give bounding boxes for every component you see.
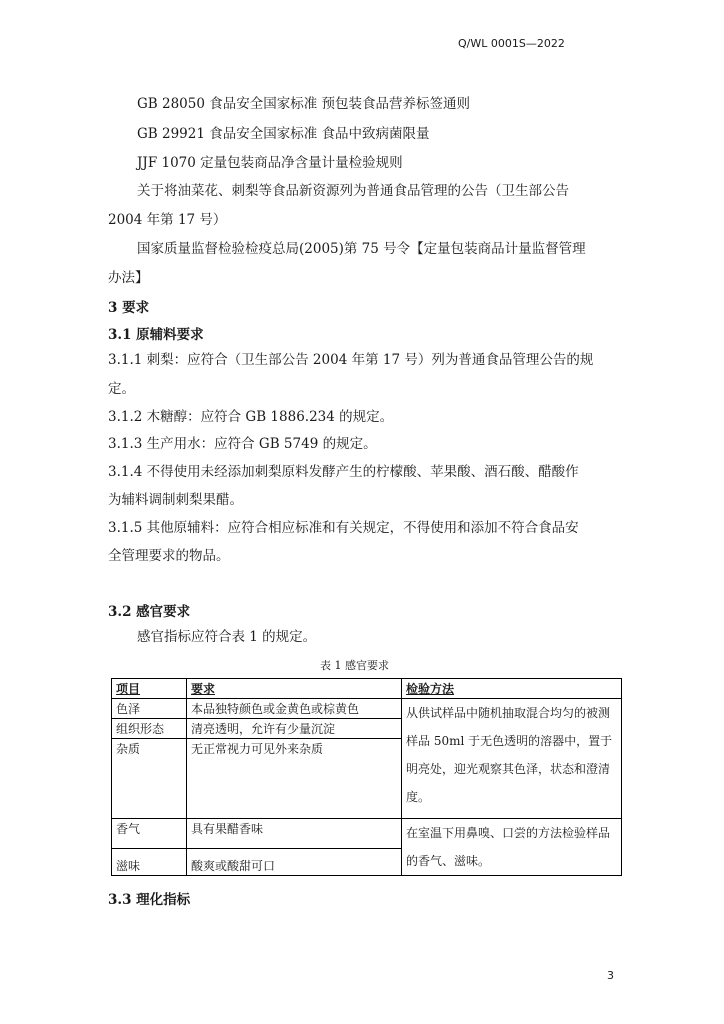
section-3-3-title: 3.3 理化指标: [108, 892, 191, 908]
order-line-2: 办法】: [108, 270, 149, 286]
row-item-form: 组织形态: [112, 719, 187, 739]
clause-3-1-5-line-2: 全管理要求的物品。: [108, 548, 230, 564]
method-taste: 在室温下用鼻嗅、口尝的方法检验样品的香气、滋味。: [402, 819, 622, 876]
clause-3-1-4-line-1: 3.1.4 不得使用未经添加刺梨原料发酵产生的柠檬酸、苹果酸、酒石酸、醋酸作: [108, 464, 579, 480]
header-requirement: 要求: [187, 679, 402, 699]
clause-3-1-2: 3.1.2 木糖醇：应符合 GB 1886.234 的规定。: [108, 409, 394, 425]
clause-3-1-1-line-2: 定。: [108, 381, 135, 397]
header-method: 检验方法: [402, 679, 622, 699]
clause-3-1-5-line-1: 3.1.5 其他原辅料：应符合相应标准和有关规定，不得使用和添加不符合食品安: [108, 520, 579, 536]
table-row: [112, 699, 622, 719]
notice-line-2: 2004 年第 17 号）: [108, 212, 227, 228]
row-req-form: 清亮透明，允许有少量沉淀: [187, 719, 402, 739]
page-number: 3: [607, 969, 614, 982]
sensory-intro: 感官指标应符合表 1 的规定。: [137, 629, 317, 645]
row-item-taste: 滋味: [112, 848, 187, 875]
sensory-requirements-table: [111, 678, 622, 876]
method-visual: 从供试样品中随机抽取混合均匀的被测样品 50ml 于无色透明的溶器中，置于明亮处，迎光观察其色泽，状态和澄清度。: [402, 699, 622, 819]
clause-3-1-3: 3.1.3 生产用水：应符合 GB 5749 的规定。: [108, 436, 377, 452]
section-3-title: 3 要求: [108, 300, 150, 316]
section-3-1-title: 3.1 原辅料要求: [108, 327, 204, 343]
document-code: Q/WL 0001S—2022: [458, 37, 565, 50]
row-item-aroma: 香气: [112, 819, 187, 849]
clause-3-1-1-line-1: 3.1.1 刺梨：应符合（卫生部公告 2004 年第 17 号）列为普通食品管理公告的规: [108, 352, 594, 368]
row-req-aroma: 具有果醋香味: [187, 819, 402, 849]
row-item-color: 色泽: [112, 699, 187, 719]
table-caption: 表 1 感官要求: [320, 659, 389, 672]
row-req-impurity: 无正常视力可见外来杂质: [187, 739, 402, 819]
row-req-color: 本品独特颜色或金黄色或棕黄色: [187, 699, 402, 719]
ref-gb29921: GB 29921 食品安全国家标准 食品中致病菌限量: [137, 126, 430, 142]
table-row: [112, 819, 622, 849]
row-req-taste: 酸爽或酸甜可口: [187, 848, 402, 875]
ref-jjf1070: JJF 1070 定量包装商品净含量计量检验规则: [137, 155, 403, 171]
clause-3-1-4-line-2: 为辅料调制刺梨果醋。: [108, 492, 243, 508]
header-item: 项目: [112, 679, 187, 699]
ref-gb28050: GB 28050 食品安全国家标准 预包装食品营养标签通则: [137, 96, 471, 112]
notice-line-1: 关于将油菜花、刺梨等食品新资源列为普通食品管理的公告（卫生部公告: [137, 183, 569, 199]
table-header-row: [112, 679, 622, 699]
order-line-1: 国家质量监督检验检疫总局(2005)第 75 号令【定量包装商品计量监督管理: [137, 241, 586, 257]
section-3-2-title: 3.2 感官要求: [108, 604, 191, 620]
row-item-impurity: 杂质: [112, 739, 187, 819]
